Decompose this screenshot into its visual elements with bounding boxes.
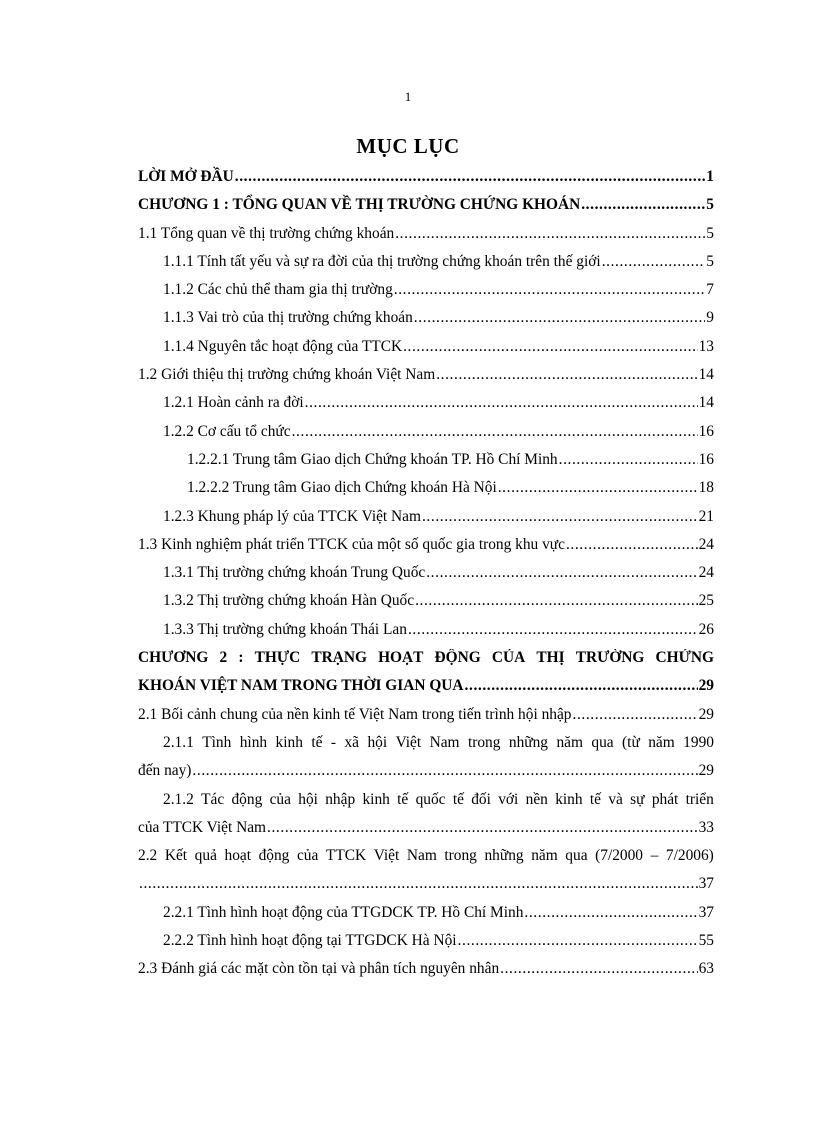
dot-leader [559, 451, 698, 469]
dot-leader [192, 762, 697, 780]
toc-entry-2-2-line2[interactable] [138, 875, 714, 903]
dot-leader [139, 875, 698, 893]
toc-entry-1-1[interactable] [138, 225, 714, 253]
toc-entry-2-1-2-line1[interactable] [138, 791, 714, 819]
toc-entry-2-3[interactable] [138, 960, 714, 988]
toc-entry-text: 2.3 Đánh giá các mặt còn tồn tại và phân tích nguyên nhân [138, 960, 500, 978]
toc-entry-text: 1.1 Tổng quan về thị trường chứng khoán [138, 224, 395, 242]
toc-entry-text: 1.3 Kinh nghiệm phát triển TTCK của một số quốc gia trong khu vực [138, 535, 565, 553]
toc-entry-chapter-2-line2[interactable] [138, 677, 714, 705]
dot-leader [524, 904, 697, 922]
toc-entry-text: 1.2.1 Hoàn cảnh ra đời [163, 394, 304, 412]
toc-entry-text: 1.2.3 Khung pháp lý của TTCK Việt Nam [163, 507, 421, 525]
toc-entry-2-1[interactable] [138, 706, 714, 734]
dot-leader [415, 592, 698, 610]
toc-entry-2-1-1-line2[interactable] [138, 762, 714, 790]
toc-entry-page: 9 [706, 309, 714, 327]
toc-entry-page: 55 [698, 932, 714, 950]
toc-entry-page: 16 [698, 422, 714, 440]
toc-entry-text: 1.1.1 Tính tất yếu và sự ra đời của thị trường chứng khoán trên thế giới [163, 252, 601, 270]
dot-leader [436, 366, 697, 384]
toc-entry-1-3-1[interactable] [138, 564, 714, 592]
toc-entry-page: 14 [698, 394, 714, 412]
toc-entry-text: 1.2.2.1 Trung tâm Giao dịch Chứng khoán TP. Hồ Chí Minh [187, 450, 558, 468]
toc-entry-text: 2.1 Bối cảnh chung của nền kinh tế Việt Nam trong tiến trình hội nhập [138, 705, 572, 723]
toc-entry-text: 1.3.1 Thị trường chứng khoán Trung Quốc [163, 564, 426, 582]
toc-entry-text: 1.3.3 Thị trường chứng khoán Thái Lan [163, 620, 407, 638]
page-number: 1 [404, 89, 412, 104]
toc-entry-2-2-line1[interactable] [138, 847, 714, 875]
toc-entry-1-1-3[interactable] [138, 309, 714, 337]
toc-entry-text: LỜI MỞ ĐẦU [138, 168, 234, 185]
toc-entry-page: 29 [698, 705, 714, 723]
toc-entry-text: 1.2.2.2 Trung tâm Giao dịch Chứng khoán Hà Nội [187, 479, 497, 497]
dot-leader [465, 677, 698, 695]
toc-entry-1-2-2-2[interactable] [138, 479, 714, 507]
toc-entry-1-2-1[interactable] [138, 394, 714, 422]
toc-entry-loi-mo-dau[interactable] [138, 168, 714, 196]
dot-leader [581, 196, 705, 214]
toc-entry-1-3[interactable] [138, 536, 714, 564]
toc-entry-1-3-3[interactable] [138, 621, 714, 649]
toc-entry-page: 5 [706, 196, 714, 214]
dot-leader [422, 508, 698, 526]
dot-leader [414, 309, 706, 327]
dot-leader [267, 819, 698, 837]
toc-entry-page: 1 [706, 168, 714, 185]
toc-entry-text: 2.1.1 Tình hình kinh tế - xã hội Việt Nam trong những năm qua (từ năm 1990 [163, 733, 714, 751]
toc-entry-text: 1.2 Giới thiệu thị trường chứng khoán Việt Nam [138, 366, 436, 384]
toc-entry-text: 2.2.2 Tình hình hoạt động tại TTGDCK Hà Nội [163, 932, 457, 950]
toc-entry-text: đến nay) [138, 762, 192, 780]
toc-entry-1-2-3[interactable] [138, 508, 714, 536]
toc-entry-page: 5 [706, 252, 714, 270]
toc-entry-page: 37 [698, 903, 714, 921]
toc-entry-1-2-2-1[interactable] [138, 451, 714, 479]
toc-entry-2-1-2-line2[interactable] [138, 819, 714, 847]
toc-entry-page: 29 [698, 677, 714, 695]
toc-title: MỤC LỤC [356, 134, 460, 158]
dot-leader [235, 168, 706, 186]
toc-entry-text: 2.2 Kết quả hoạt động của TTCK Việt Nam trong những năm qua (7/2000 – 7/2006) [138, 847, 714, 865]
toc-entry-text: CHƯƠNG 2 : THỰC TRẠNG HOẠT ĐỘNG CỦA THỊ TRƯỜNG CHỨNG [138, 649, 714, 667]
dot-leader [500, 960, 697, 978]
toc-entry-1-1-1[interactable] [138, 253, 714, 281]
toc-entry-page: 33 [698, 818, 714, 836]
dot-leader [403, 338, 698, 356]
toc-entry-page: 5 [706, 224, 714, 242]
toc-entry-text: 1.1.3 Vai trò của thị trường chứng khoán [163, 309, 413, 327]
toc-entry-page: 37 [698, 875, 714, 893]
toc-entry-page: 7 [706, 281, 714, 299]
dot-leader [458, 932, 698, 950]
toc-entry-1-1-2[interactable] [138, 281, 714, 309]
toc-entry-text: 1.2.2 Cơ cấu tổ chức [163, 422, 291, 440]
dot-leader [498, 479, 698, 497]
toc-entry-1-2[interactable] [138, 366, 714, 394]
table-of-contents [138, 168, 714, 989]
toc-entry-text: 1.1.2 Các chủ thể tham gia thị trường [163, 281, 393, 299]
dot-leader [408, 621, 698, 639]
toc-entry-text: của TTCK Việt Nam [138, 818, 267, 836]
toc-entry-page: 29 [698, 762, 714, 780]
toc-entry-page: 24 [698, 564, 714, 582]
dot-leader [394, 281, 706, 299]
dot-leader [292, 423, 698, 441]
toc-entry-page: 24 [698, 535, 714, 553]
toc-entry-1-1-4[interactable] [138, 338, 714, 366]
toc-entry-page: 14 [698, 366, 714, 384]
dot-leader [602, 253, 706, 271]
toc-entry-text: CHƯƠNG 1 : TỔNG QUAN VỀ THỊ TRƯỜNG CHỨNG KHOÁN [138, 196, 581, 214]
toc-entry-page: 26 [698, 620, 714, 638]
toc-entry-page: 16 [698, 450, 714, 468]
toc-entry-page: 13 [698, 337, 714, 355]
toc-entry-chapter-1[interactable] [138, 196, 714, 224]
toc-entry-text: 1.1.4 Nguyên tắc hoạt động của TTCK [163, 337, 403, 355]
toc-entry-1-2-2[interactable] [138, 423, 714, 451]
toc-entry-text: KHOÁN VIỆT NAM TRONG THỜI GIAN QUA [138, 677, 464, 695]
dot-leader [395, 225, 705, 243]
dot-leader [573, 706, 698, 724]
toc-entry-text: 2.1.2 Tác động của hội nhập kinh tế quốc tế đối với nền kinh tế và sự phát triển [163, 790, 714, 808]
dot-leader [305, 394, 698, 412]
dot-leader [426, 564, 697, 582]
dot-leader [566, 536, 698, 554]
toc-entry-page: 63 [698, 960, 714, 978]
toc-entry-2-2-1[interactable] [138, 904, 714, 932]
toc-entry-text: 2.2.1 Tình hình hoạt động của TTGDCK TP. Hồ Chí Minh [163, 903, 524, 921]
toc-entry-2-2-2[interactable] [138, 932, 714, 960]
toc-entry-page: 25 [698, 592, 714, 610]
toc-entry-page: 21 [698, 507, 714, 525]
toc-entry-2-1-1-line1[interactable] [138, 734, 714, 762]
toc-entry-page: 18 [698, 479, 714, 497]
toc-entry-text: 1.3.2 Thị trường chứng khoán Hàn Quốc [163, 592, 415, 610]
toc-entry-1-3-2[interactable] [138, 592, 714, 620]
toc-entry-chapter-2-line1[interactable] [138, 649, 714, 677]
